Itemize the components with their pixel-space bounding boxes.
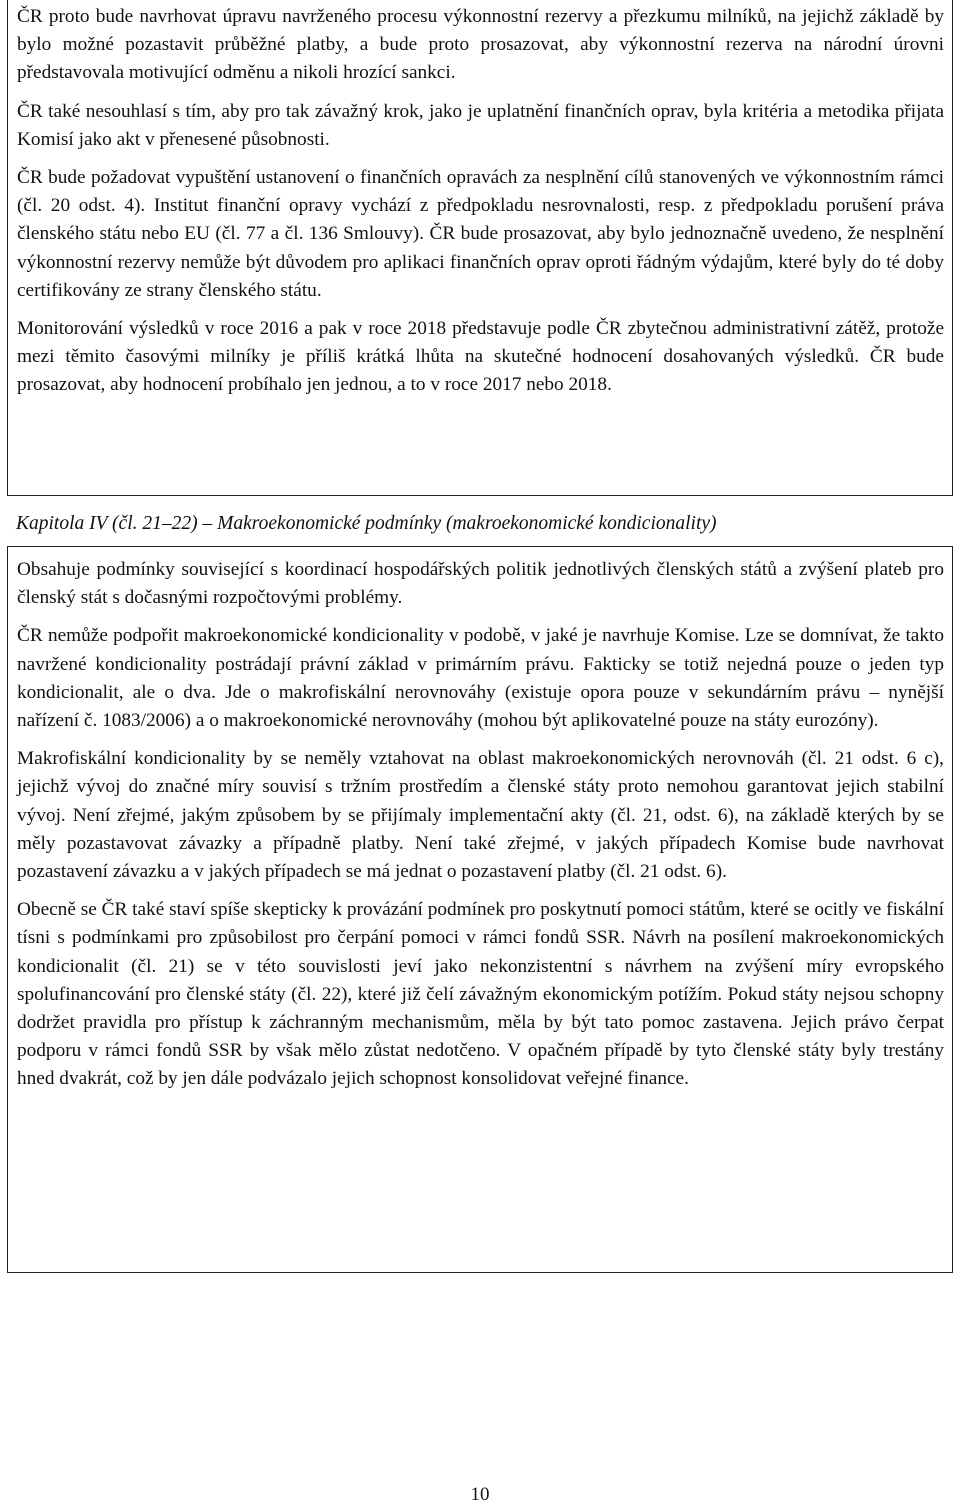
paragraph: ČR nemůže podpořit makroekonomické kondicionality v podobě, v jaké je navrhuje Komise. Lze se domnívat, že takto navržené kondicionality postrádají právní základ v primárním právu. Fakticky se totiž nejedná pouze o jeden typ kondicionalit, ale o dva. Jde o makrofiskální nerovnováhy (existuje opora pouze v sekundárním právu – nynější nařízení č. 1083/2006) a o makroekonomické nerovnováhy (mohou být aplikovatelné pouze na státy eurozóny).	[17, 625, 944, 732]
page-number: 10	[470, 1484, 490, 1505]
text-box-macroeconomic-conditions	[7, 546, 953, 1273]
paragraph: Obecně se ČR také staví spíše skepticky k provázání podmínek pro poskytnutí pomoci státům, které se ocitly ve fiskální tísni s podmínkami pro způsobilost pro čerpání pomoci v rámci fondů SSR. Návrh na posílení makroekonomických kondicionalit (čl. 21) se v této souvislosti jeví jako nekonzistentní s návrhem na zvýšení míry evropského spolufinancování pro členské státy (čl. 22), které již čelí závažným ekonomickým potížím. Pokud státy nejsou schopny dodržet pravidla pro přístup k záchranným mechanismům, měla by být tato pomoc zastavena. Jejich právo čerpat podporu v rámci fondů SSR by však mělo zůstat nedotčeno. V opačném případě by tyto členské státy byly trestány hned dvakrát, což by jen dále podvázalo jejich schopnost konsolidovat veřejné finance.	[17, 899, 944, 1090]
paragraph: ČR také nesouhlasí s tím, aby pro tak závažný krok, jako je uplatnění finančních oprav, byla kritéria a metodika přijata Komisí jako akt v přenesené působnosti.	[17, 100, 944, 150]
paragraph: ČR bude požadovat vypuštění ustanovení o finančních opravách za nesplnění cílů stanovených ve výkonnostním rámci (čl. 20 odst. 4). Institut finanční opravy vychází z předpokladu nesrovnalosti, resp. z předpokladu porušení práva členského státu nebo EU (čl. 77 a čl. 136 Smlouvy). ČR bude prosazovat, aby bylo jednoznačně uvedeno, že nesplnění výkonnostní rezervy nemůže být důvodem pro aplikaci finančních oprav oproti řádným výdajům, které byly do té doby certifikovány ze strany členského státu.	[17, 167, 944, 301]
paragraph: ČR proto bude navrhovat úpravu navrženého procesu výkonnostní rezervy a přezkumu milníků, na jejichž základě by bylo možné pozastavit průběžné platby, a bude proto prosazovat, aby výkonnostní rezerva na národní úrovni představovala motivující odměnu a nikoli hrozící sankci.	[17, 6, 944, 84]
text-box-performance-reserve	[7, 0, 953, 496]
paragraph: Obsahuje podmínky související s koordinací hospodářských politik jednotlivých členských států a zvýšení plateb pro členský stát s dočasnými rozpočtovými problémy.	[17, 559, 944, 609]
paragraph: Makrofiskální kondicionality by se neměly vztahovat na oblast makroekonomických nerovnováh (čl. 21 odst. 6 c), jejichž vývoj do značné míry souvisí s tržním prostředím a členské státy proto nemohou garantovat jejich stabilní vývoj. Není zřejmé, jakým způsobem by se přijímaly implementační akty (čl. 21, odst. 6), na základě kterých by se měly pozastavovat závazky a případně platby. Není také zřejmé, v jakých případech Komise bude navrhovat pozastavení závazku a v jakých případech se má jednat o pozastavení platby (čl. 21 odst. 6).	[17, 748, 944, 883]
chapter-heading: Kapitola IV (čl. 21–22) – Makroekonomické podmínky (makroekonomické kondicionality)	[16, 513, 717, 534]
paragraph: Monitorování výsledků v roce 2016 a pak v roce 2018 představuje podle ČR zbytečnou administrativní zátěž, protože mezi těmito časovými milníky je příliš krátká lhůta na skutečné hodnocení dosahovaných výsledků. ČR bude prosazovat, aby hodnocení probíhalo jen jednou, a to v roce 2017 nebo 2018.	[17, 318, 944, 396]
